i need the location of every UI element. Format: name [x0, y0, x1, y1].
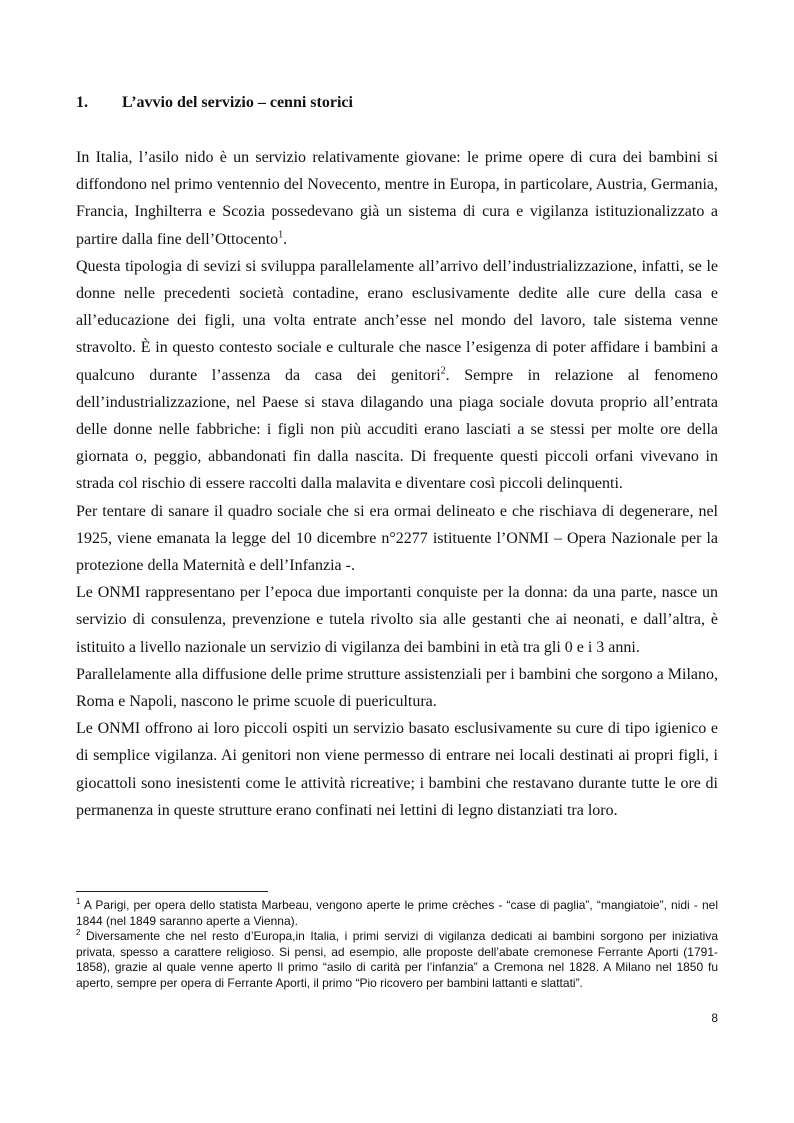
paragraph-text: In Italia, l’asilo nido è un servizio relativamente giovane: le prime opere di cura dei bambini si diffondono nel primo ventennio del Novecento, mentre in Europa, in particolare, Austria, Germania, Francia, Inghilterra e Scozia possedevano già un sistema di cura e vigilanza istituzionalizzato a partire dalla fine dell’Ottocento [76, 149, 718, 248]
footnotes [76, 898, 718, 991]
footnote-ref[interactable]: 1 [278, 229, 284, 241]
footnote [76, 898, 718, 929]
paragraph: Per tentare di sanare il quadro sociale che si era ormai delineato e che rischiava di degenerare, nel 1925, viene emanata la legge del 10 dicembre n°2277 istituente l’ONMI – Opera Nazionale per la protezione della Maternità e dell’Infanzia -. [76, 502, 718, 575]
footnote-number: 2 [76, 928, 81, 937]
paragraph: Le ONMI offrono ai loro piccoli ospiti un servizio basato esclusivamente su cure di tipo igienico e di semplice vigilanza. Ai genitori non viene permesso di entrare nei locali destinati ai propri figli, i giocattoli sono inesistenti come le attività ricreative; i bambini che restavano durante tutte le ore di permanenza in queste strutture erano confinati nei lettini di legno distanziati tra loro. [76, 720, 718, 819]
section-number: 1. [76, 94, 88, 111]
paragraph: Le ONMI rappresentano per l’epoca due importanti conquiste per la donna: da una parte, nasce un servizio di consulenza, prevenzione e tutela rivolto sia alle gestanti che ai neonati, e dall’altra, è istituito a livello nazionale un servizio di vigilanza dei bambini in età tra gli 0 e i 3 anni. [76, 584, 718, 656]
footnote-text: Diversamente che nel resto d’Europa,in Italia, i primi servizi di vigilanza dedicati ai bambini sorgono per iniziativa privata, spesso a carattere religioso. Si pensi, ad esempio, alle proposte dell’abate cremonese Ferrante Aporti (1791-1858), grazie al quale venne aperto Il primo “asilo di carità per l’infanzia” a Cremona nel 1828. A Milano nel 1850 fu aperto, sempre per opera di Ferrante Aporti, il primo “Pio ricovero per bambini lattanti e slattati”. [76, 929, 718, 990]
paragraph-text-continued: . [283, 230, 288, 248]
page-number: 8 [711, 1011, 718, 1025]
paragraph [76, 253, 718, 498]
footnote-ref[interactable]: 2 [440, 365, 446, 377]
paragraph: Parallelamente alla diffusione delle prime strutture assistenziali per i bambini che sorgono a Milano, Roma e Napoli, nascono le prime scuole di puericultura. [76, 665, 718, 711]
footnote [76, 929, 718, 991]
paragraph-text: Questa tipologia di sevizi si sviluppa parallelamente all’arrivo dell’industrializzazione, infatti, se le donne nelle precedenti società contadine, erano esclusivamente dedite alle cure della casa e all’educazione dei figli, una volta entrate anch’esse nel mondo del lavoro, tale sistema venne stravolto. È in questo contesto sociale e culturale che nasce l’esigenza di poter affidare i bambini a qualcuno durante l’assenza da casa dei genitori [76, 257, 718, 384]
footnote-number: 1 [76, 897, 81, 906]
paragraph-text-continued: . Sempre in relazione al fenomeno dell’industrializzazione, nel Paese si stava dilagando una piaga sociale dovuta proprio all’entrata delle donne nelle fabbriche: i figli non più accuditi erano lasciati a se stessi per molte ore della giornata o, peggio, abbandonati fin dalla nascita. Di frequente questi piccoli orfani vivevano in strada col rischio di essere raccolti dalla malavita e diventare così piccoli delinquenti. [76, 366, 719, 493]
footnote-text: A Parigi, per opera dello statista Marbeau, vengono aperte le prime crèches - “case di paglia”, “mangiatoie”, nidi - nel 1844 (nel 1849 saranno aperte a Vienna). [76, 898, 718, 928]
section-heading [76, 94, 353, 112]
footnote-separator [76, 891, 268, 892]
body-text [76, 144, 718, 824]
section-title: L’avvio del servizio – cenni storici [122, 94, 353, 111]
paragraph [76, 144, 718, 253]
